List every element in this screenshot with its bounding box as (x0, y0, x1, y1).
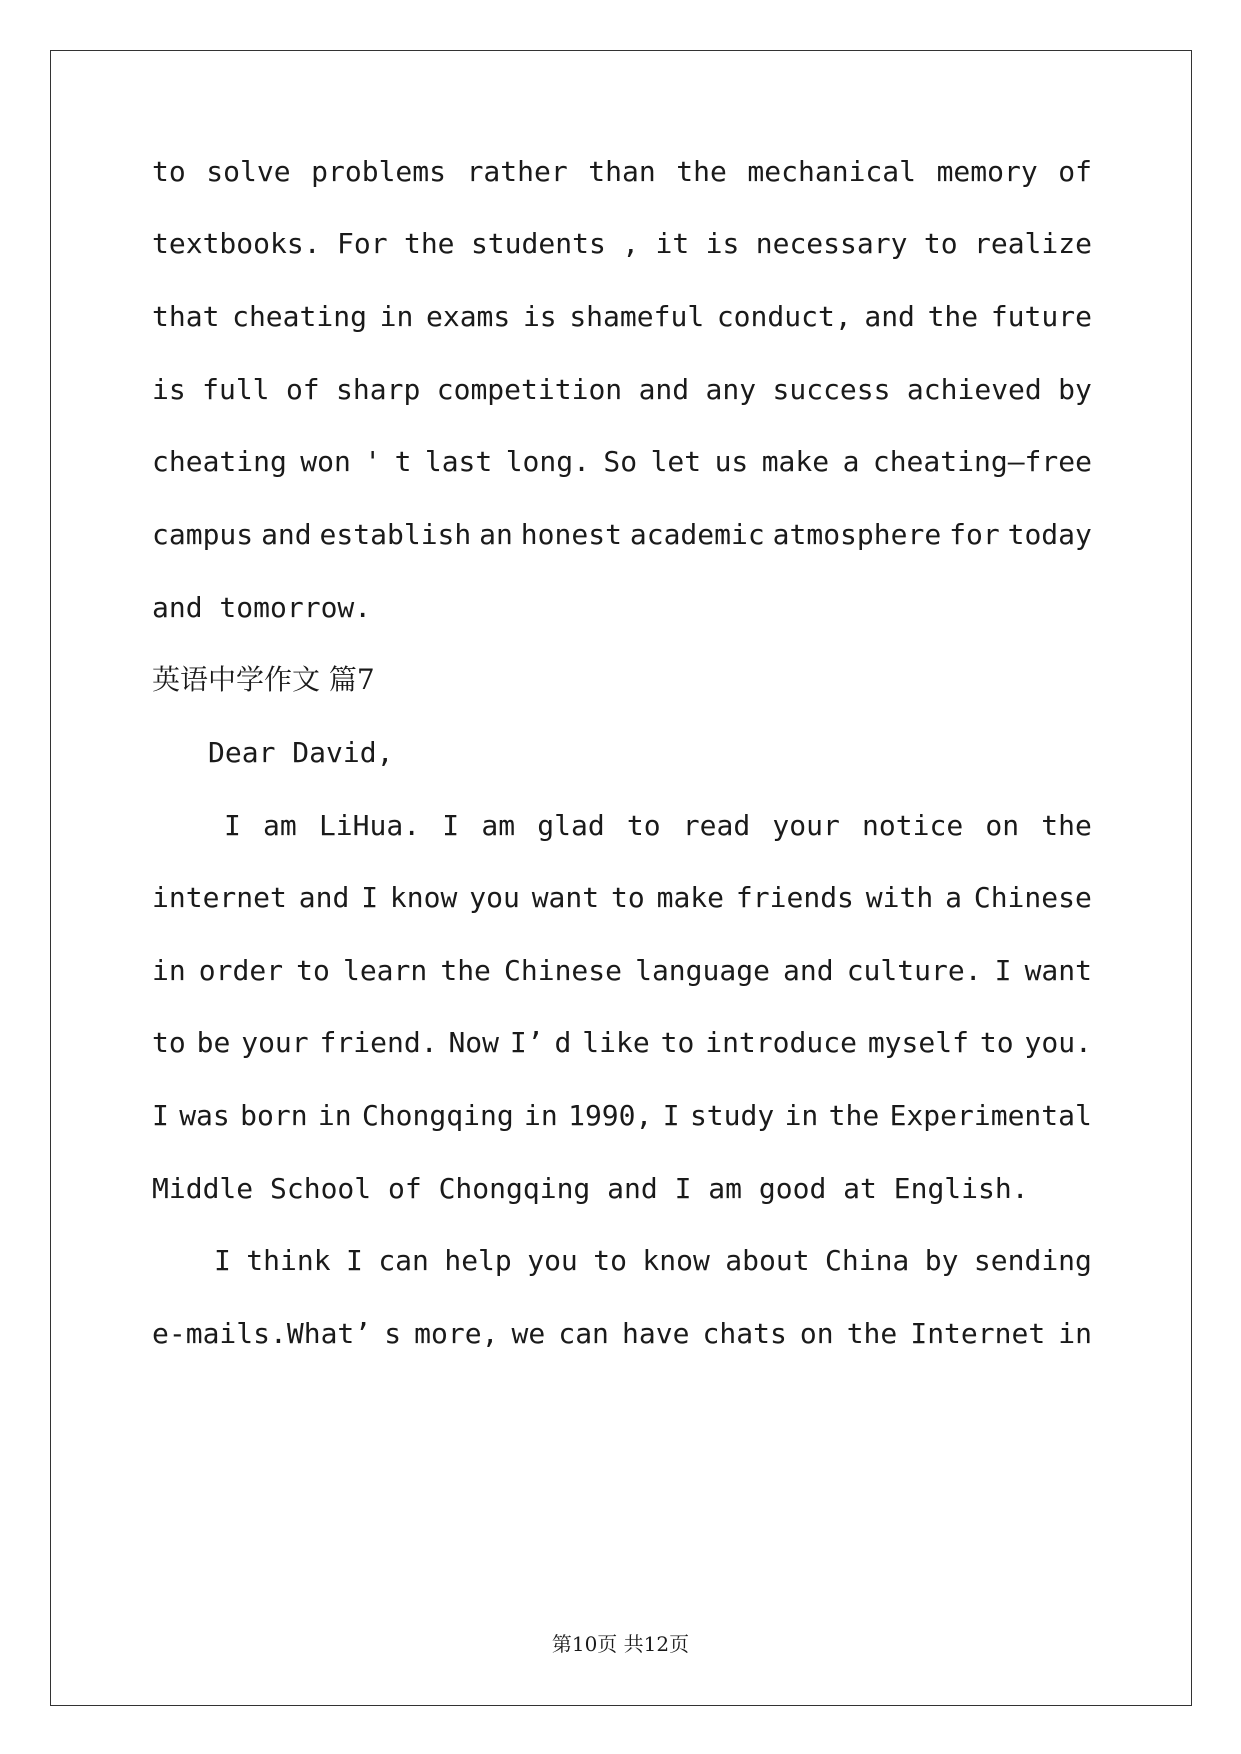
word: the (846, 1317, 898, 1350)
word: exams (425, 300, 511, 333)
text-line: and tomorrow. (152, 591, 372, 624)
word: with (865, 881, 934, 914)
word: conduct, (716, 300, 852, 333)
word: want (531, 881, 600, 914)
word: solve (206, 155, 291, 188)
word: learn (342, 954, 428, 987)
word: I (152, 1099, 169, 1132)
word: to (923, 227, 958, 260)
word: academic (629, 518, 765, 551)
word: e-mails.What’ (152, 1317, 372, 1350)
word: culture. (846, 954, 982, 987)
word: it (655, 227, 690, 260)
text-line (152, 152, 1092, 192)
word: the (676, 155, 727, 188)
word: and (783, 954, 834, 987)
word: the (927, 300, 979, 333)
word: in (1058, 1317, 1092, 1350)
word: about (725, 1244, 810, 1277)
word: ' (364, 445, 382, 478)
word: competition (436, 373, 623, 406)
word: I’ (509, 1026, 544, 1059)
word: internet (152, 881, 287, 914)
word: mechanical (747, 155, 916, 188)
word: I (442, 809, 460, 842)
word: language (635, 954, 770, 987)
word: make (656, 881, 725, 914)
word: full (202, 373, 270, 406)
word: cheating—free (872, 445, 1092, 478)
word: to (611, 881, 645, 914)
word: your (772, 809, 840, 842)
word: the (828, 1099, 880, 1132)
text-line (152, 951, 1092, 991)
word: to (979, 1026, 1014, 1059)
word: any (705, 373, 757, 406)
word: textbooks. (152, 227, 321, 260)
word: and (864, 300, 915, 333)
word: on (985, 809, 1020, 842)
word: Experimental (889, 1099, 1092, 1132)
word: LiHua. (318, 809, 421, 842)
word: rather (466, 155, 568, 188)
word: on (799, 1317, 834, 1350)
word: cheating (232, 300, 367, 333)
word: problems (311, 155, 446, 188)
word: achieved (906, 373, 1042, 406)
word: was (179, 1099, 230, 1132)
text-line (224, 806, 1092, 846)
word: to (593, 1244, 627, 1277)
word: 1990, (568, 1099, 653, 1132)
salutation: Dear David, (208, 736, 394, 769)
word: Chinese (973, 881, 1092, 914)
word: notice (862, 809, 964, 842)
word: read (682, 809, 751, 842)
word: in (784, 1099, 819, 1132)
word: is (705, 227, 740, 260)
word: cheating (152, 445, 287, 478)
text-line (152, 442, 1092, 482)
word: today (1007, 518, 1092, 551)
word: to (152, 1026, 186, 1059)
word: can (558, 1317, 609, 1350)
word: know (389, 881, 458, 914)
word: shameful (569, 300, 705, 333)
word: memory (936, 155, 1038, 188)
word: Now (448, 1026, 500, 1059)
word: is (522, 300, 557, 333)
word: in (152, 954, 186, 987)
text-line (152, 370, 1092, 410)
text-line (152, 1314, 1092, 1354)
word: to (152, 155, 186, 188)
word: in (524, 1099, 558, 1132)
word: like (582, 1026, 650, 1059)
word: myself (867, 1026, 969, 1059)
word: be (196, 1026, 231, 1059)
word: atmosphere (772, 518, 942, 551)
word: students (470, 227, 606, 260)
text-line (152, 297, 1092, 337)
word: d (554, 1026, 572, 1059)
word: you (527, 1244, 578, 1277)
text-line (152, 224, 1092, 264)
word: to (626, 809, 661, 842)
word: a (842, 445, 860, 478)
word: Chongqing (361, 1099, 514, 1132)
word: of (285, 373, 320, 406)
word: I (361, 881, 379, 914)
word: the (1041, 809, 1092, 842)
word: So (603, 445, 638, 478)
word: study (689, 1099, 775, 1132)
word: honest (520, 518, 622, 551)
word: in (379, 300, 414, 333)
word: have (622, 1317, 690, 1350)
word: chats (702, 1317, 787, 1350)
word: and (298, 881, 350, 914)
word: an (479, 518, 513, 551)
word: China (825, 1244, 910, 1277)
word: let (650, 445, 702, 478)
word: realize (973, 227, 1092, 260)
word: you (469, 881, 520, 914)
word: , (622, 227, 640, 260)
word: of (1058, 155, 1092, 188)
word: for (949, 518, 1000, 551)
text-line (152, 515, 1092, 555)
word: I (214, 1244, 231, 1277)
word: Internet (910, 1317, 1046, 1350)
word: your (241, 1026, 309, 1059)
word: establish (319, 518, 472, 551)
word: order (198, 954, 284, 987)
section-heading: 英语中学作文 篇7 (152, 663, 375, 696)
word: know (642, 1244, 710, 1277)
text-line (152, 1023, 1092, 1063)
word: campus (152, 518, 254, 551)
word: to (660, 1026, 695, 1059)
word: glad (537, 809, 605, 842)
word: friends (735, 881, 854, 914)
word: s (384, 1317, 402, 1350)
word: I (662, 1099, 680, 1132)
text-line (152, 1096, 1092, 1136)
word: in (317, 1099, 352, 1132)
word: introduce (705, 1026, 857, 1059)
word: make (761, 445, 830, 478)
text-line (214, 1241, 1092, 1281)
word: the (440, 954, 491, 987)
word: I (346, 1244, 363, 1277)
word: and (638, 373, 690, 406)
word: a (945, 881, 962, 914)
word: I (994, 954, 1012, 987)
word: necessary (755, 227, 908, 260)
page-number-footer: 第10页 共12页 (551, 1632, 690, 1656)
word: more, (414, 1317, 499, 1350)
text-line (152, 878, 1092, 918)
word: For (336, 227, 388, 260)
word: friend. (319, 1026, 438, 1059)
word: Chinese (504, 954, 623, 987)
word: I (224, 809, 241, 842)
word: us (714, 445, 749, 478)
word: t (394, 445, 412, 478)
word: want (1024, 954, 1092, 987)
word: born (240, 1099, 308, 1132)
word: future (990, 300, 1092, 333)
word: we (511, 1317, 546, 1350)
word: can (378, 1244, 429, 1277)
word: the (403, 227, 455, 260)
word: and (261, 518, 312, 551)
word: won (300, 445, 351, 478)
word: is (152, 373, 186, 406)
word: that (152, 300, 220, 333)
word: think (246, 1244, 331, 1277)
text-line: Middle School of Chongqing and I am good at English. (152, 1172, 1029, 1205)
word: long. (505, 445, 590, 478)
word: am (263, 809, 297, 842)
word: help (444, 1244, 512, 1277)
word: than (588, 155, 656, 188)
word: by (924, 1244, 959, 1277)
word: sending (973, 1244, 1092, 1277)
word: to (296, 954, 330, 987)
word: sharp (336, 373, 421, 406)
word: am (481, 809, 516, 842)
word: by (1058, 373, 1092, 406)
word: last (424, 445, 493, 478)
word: you. (1024, 1026, 1092, 1059)
word: success (772, 373, 891, 406)
